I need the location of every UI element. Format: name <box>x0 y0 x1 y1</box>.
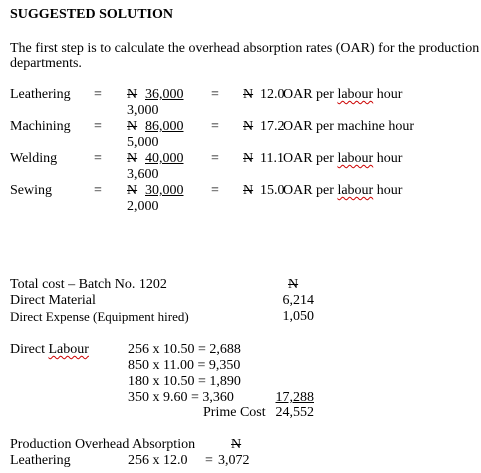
oar-divisor: 5,000 <box>127 135 159 150</box>
oar-basis-text: OAR per <box>283 87 338 102</box>
oar-rate: 17.2 <box>260 119 285 134</box>
oar-basis-text: OAR per <box>283 151 338 166</box>
oar-basis <box>283 183 402 199</box>
oar-rate: 11.1 <box>260 151 284 166</box>
oar-naira-symbol-2: N <box>243 151 254 166</box>
oar-dept: Leathering <box>10 87 71 102</box>
oar-naira-symbol: N <box>127 119 138 134</box>
oar-basis-word: labour <box>337 183 374 198</box>
oar-equals: = <box>94 119 102 134</box>
oar-basis-text: OAR per <box>283 183 338 198</box>
oar-basis <box>283 87 402 103</box>
labour-line: 850 x 11.00 = 9,350 <box>128 358 241 373</box>
oar-naira-symbol: N <box>127 151 138 166</box>
direct-material-value: 6,214 <box>282 293 314 308</box>
oar-basis-word: labour <box>337 87 374 102</box>
oar-basis <box>283 151 402 167</box>
oar-basis-text: OAR per machine hour <box>283 119 415 134</box>
oar-basis-suffix: hour <box>373 87 403 102</box>
overhead-calc: 256 x 12.0 <box>128 453 188 468</box>
oar-dept: Welding <box>10 151 58 166</box>
oar-equals-2: = <box>211 119 219 134</box>
oar-divisor: 3,600 <box>127 167 159 182</box>
overhead-title: Production Overhead Absorption <box>10 437 196 452</box>
overhead-value: 3,072 <box>218 453 250 468</box>
labour-line: 350 x 9.60 = 3,360 <box>128 390 234 405</box>
oar-amount: 40,000 <box>145 151 184 166</box>
oar-amount: 36,000 <box>145 87 184 102</box>
oar-equals: = <box>94 183 102 198</box>
oar-basis-suffix: hour <box>373 151 403 166</box>
oar-dept: Machining <box>10 119 71 134</box>
oar-equals-2: = <box>211 151 219 166</box>
oar-amount: 30,000 <box>145 183 184 198</box>
batch-title: Total cost – Batch No. 1202 <box>10 277 167 292</box>
oar-equals-2: = <box>211 183 219 198</box>
oar-rate: 12.0 <box>260 87 285 102</box>
oar-rate: 15.0 <box>260 183 285 198</box>
labour-total: 17,288 <box>275 390 314 405</box>
oar-naira-symbol-2: N <box>243 119 254 134</box>
direct-material-label: Direct Material <box>10 293 96 308</box>
prime-cost-value: 24,552 <box>275 405 314 420</box>
oar-naira-symbol-2: N <box>243 183 254 198</box>
oar-equals: = <box>94 87 102 102</box>
oar-equals: = <box>94 151 102 166</box>
oar-naira-symbol: N <box>127 183 138 198</box>
naira-symbol: N <box>288 277 299 292</box>
labour-line: 256 x 10.50 = 2,688 <box>128 342 241 357</box>
direct-expense-label: Direct Expense (Equipment hired) <box>10 309 189 324</box>
oar-naira-symbol-2: N <box>243 87 254 102</box>
prime-cost-label: Prime Cost <box>203 405 266 420</box>
overhead-naira-symbol: N <box>231 437 242 452</box>
direct-expense-value: 1,050 <box>282 309 314 324</box>
labour-line: 180 x 10.50 = 1,890 <box>128 374 241 389</box>
oar-divisor: 2,000 <box>127 199 159 214</box>
direct-labour-label: Direct Labour <box>10 342 89 357</box>
oar-equals-2: = <box>211 87 219 102</box>
oar-amount: 86,000 <box>145 119 184 134</box>
oar-divisor: 3,000 <box>127 103 159 118</box>
page-heading: SUGGESTED SOLUTION <box>10 7 173 22</box>
oar-basis <box>283 119 414 135</box>
overhead-equals: = <box>205 453 213 468</box>
oar-basis-word: labour <box>337 151 374 166</box>
overhead-dept: Leathering <box>10 453 71 468</box>
intro-paragraph: The first step is to calculate the overhead absorption rates (OAR) for the production departments. <box>10 41 480 71</box>
oar-basis-suffix: hour <box>373 183 403 198</box>
oar-naira-symbol: N <box>127 87 138 102</box>
oar-dept: Sewing <box>10 183 52 198</box>
